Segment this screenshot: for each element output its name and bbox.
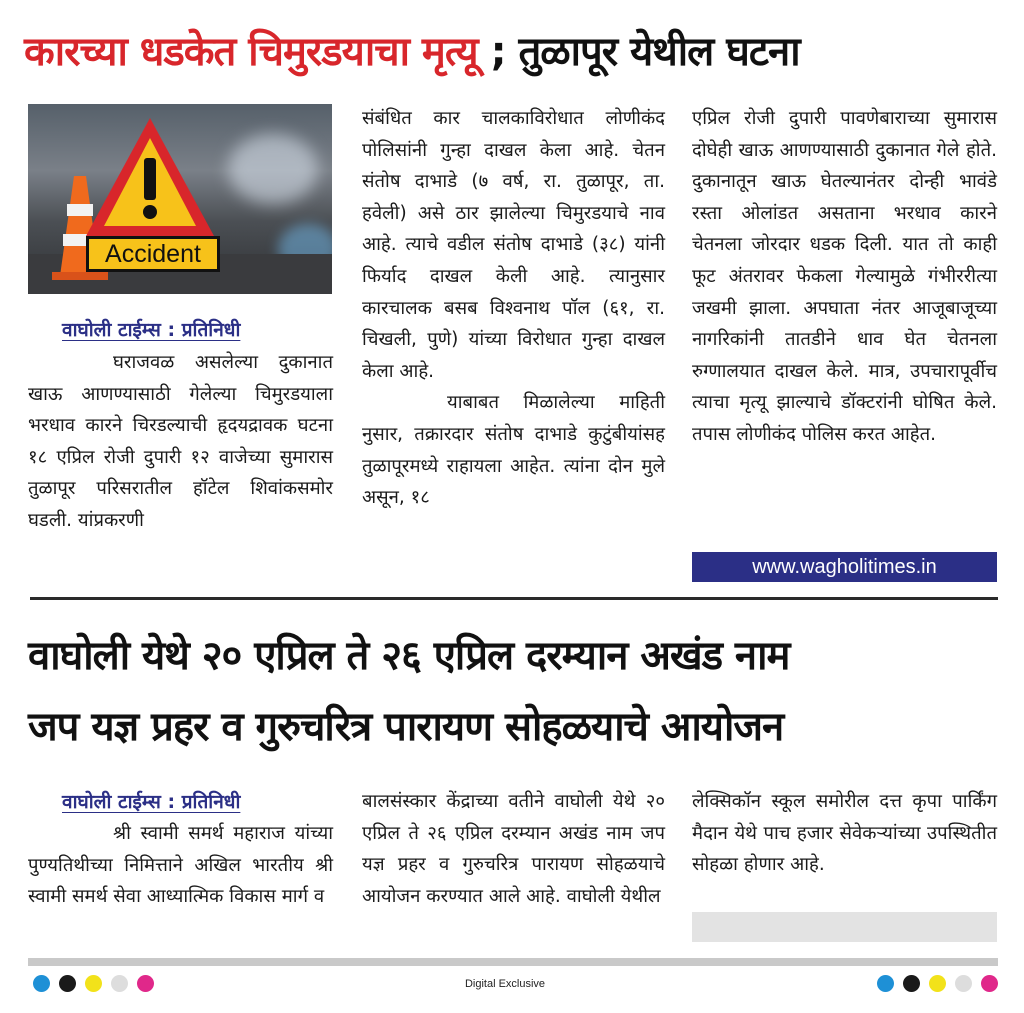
story1-col1-paragraph: घराजवळ असलेल्या दुकानात खाऊ आणण्यासाठी गेलेल्या चिमुरडयाला भरधाव कारने चिरडल्याची हृदयद्रावक घटना १८ एप्रिल रोजी दुपारी १२ वाजेच्या सुमारास तुळापूर परिसरातील हॉटेल शिवांकसमोर घडली. यांप्रकरणी bbox=[28, 352, 333, 531]
story2-column-3 bbox=[692, 786, 997, 881]
footer-rule bbox=[28, 958, 998, 966]
story1-byline: वाघोली टाईम्स : प्रतिनिधी bbox=[62, 319, 241, 341]
accident-label: Accident bbox=[86, 236, 220, 272]
story2-byline: वाघोली टाईम्स : प्रतिनिधी bbox=[62, 791, 241, 813]
gray-filler-bar bbox=[692, 912, 997, 942]
story2-headline-line-1: वाघोली येथे २० एप्रिल ते २६ एप्रिल दरम्यान अखंड नाम bbox=[28, 633, 790, 679]
registration-dot bbox=[955, 975, 972, 992]
story2-col2-paragraph: बालसंस्कार केंद्राच्या वतीने वाघोली येथे २० एप्रिल ते २६ एप्रिल दरम्यान अखंड नाम जप यज्ञ प्रहर व गुरुचरित्र पारायण सोहळयाचे आयोजन करण्यात आले आहे. वाघोली येथील bbox=[362, 791, 665, 907]
story1-headline-red: कारच्या धडकेत चिमुरडयाचा मृत्यू bbox=[24, 29, 478, 75]
registration-dot bbox=[85, 975, 102, 992]
story1-col2-paragraph-2: याबाबत मिळालेल्या माहिती नुसार, तक्रारदार संतोष दाभाडे कुटुंबीयांसह तुळापूरमध्ये राहायला आहेत. त्यांना दोन मुले असून, १८ bbox=[362, 392, 665, 509]
section-divider bbox=[30, 597, 998, 600]
registration-dot bbox=[137, 975, 154, 992]
story1-col3-paragraph: एप्रिल रोजी दुपारी पावणेबाराच्या सुमारास दोघेही खाऊ आणण्यासाठी दुकानात गेले होते. दुकानातून खाऊ घेतल्यानंतर दोन्ही भावंडे रस्ता ओलांडत असताना भरधाव कारने चेतनला जोरदार धडक दिली. यात तो काही फूट अंतरावर फेकला गेल्यामुळे गंभीररीत्या जखमी झाला. अपघाता नंतर आजूबाजूच्या नागरिकांनी तातडीने धाव घेत चेतनला रुग्णालयात दाखल केले. मात्र, उपचारापूर्वीच त्याचा मृत्यू झाल्याचे डॉक्टरांनी घोषित केले. तपास लोणीकंद पोलिस करत आहेत. bbox=[692, 108, 997, 445]
story2-column-1 bbox=[28, 818, 333, 913]
story1-headline bbox=[24, 22, 1004, 82]
story1-column-3 bbox=[692, 103, 997, 451]
registration-dot bbox=[59, 975, 76, 992]
footer-label: Digital Exclusive bbox=[464, 978, 546, 990]
registration-dot bbox=[111, 975, 128, 992]
story2-col3-paragraph: लेक्सिकॉन स्कूल समोरील दत्त कृपा पार्किंग मैदान येथे पाच हजार सेवेकऱ्यांच्या उपस्थितीत सोहळा होणार आहे. bbox=[692, 791, 997, 876]
story1-column-1 bbox=[28, 347, 333, 537]
accident-photo bbox=[28, 104, 332, 294]
registration-dot bbox=[877, 975, 894, 992]
registration-dot bbox=[929, 975, 946, 992]
story1-col2-paragraph-1: संबंधित कार चालकाविरोधात लोणीकंद पोलिसांनी गुन्हा दाखल केला आहे. चेतन संतोष दाभाडे (७ वर्ष, रा. तुळापूर, ता. हवेली) असे ठार झालेल्या चिमुरडयाचे नाव आहे. त्याचे वडील संतोष दाभाडे (३८) यांनी फिर्याद दाखल केली आहे. त्यानुसार कारचालक बसब विश्वनाथ पॉल (६१, रा. चिखली, पुणे) यांच्या विरोधात गुन्हा दाखल केला आहे. bbox=[362, 108, 665, 382]
story1-headline-dark: ; तुळापूर येथील घटना bbox=[490, 29, 800, 75]
story2-col1-paragraph: श्री स्वामी समर्थ महाराज यांच्या पुण्यतिथीच्या निमित्ताने अखिल भारतीय श्री स्वामी समर्थ सेवा आध्यात्मिक विकास मार्ग व bbox=[28, 823, 333, 908]
story1-column-2 bbox=[362, 103, 665, 514]
story2-column-2 bbox=[362, 786, 665, 912]
registration-dot bbox=[981, 975, 998, 992]
website-banner[interactable]: www.wagholitimes.in bbox=[692, 552, 997, 582]
registration-dot bbox=[903, 975, 920, 992]
registration-dot bbox=[33, 975, 50, 992]
story2-headline-line-2: जप यज्ञ प्रहर व गुरुचरित्र पारायण सोहळयाचे आयोजन bbox=[28, 704, 784, 750]
